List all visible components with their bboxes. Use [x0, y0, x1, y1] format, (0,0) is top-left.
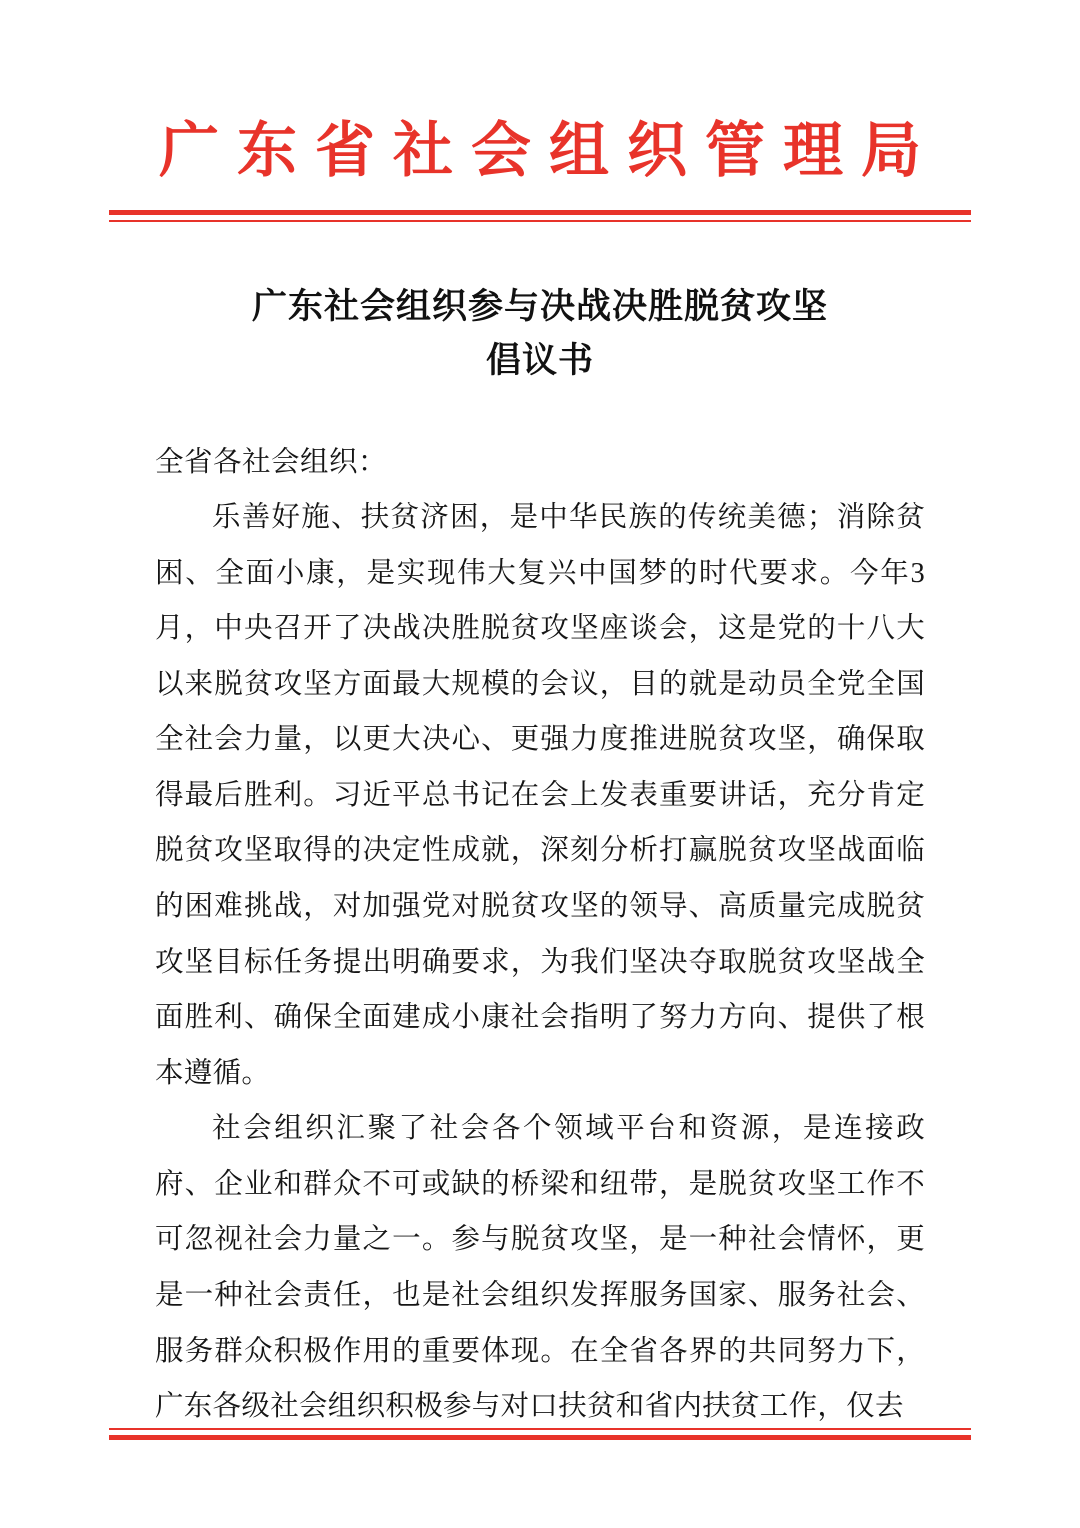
document-body [155, 389, 925, 1435]
salutation: 全省各社会组织： [155, 446, 388, 478]
body-paragraph-2: 社会组织汇聚了社会各个领域平台和资源，是连接政府、企业和群众不可或缺的桥梁和纽带，是脱贫攻坚工作不可忽视社会力量之一。参与脱贫攻坚，是一种社会情怀，更是一种社会责任，也是社会组织发挥服务国家、服务社会、服务群众积极作用的重要体现。在全省各界的共同努力下，广东各级社会组织积极参与对口扶贫和省内扶贫工作，仅去 [155, 1113, 925, 1423]
body-paragraph-1: 乐善好施、扶贫济困，是中华民族的传统美德；消除贫困、全面小康，是实现伟大复兴中国梦的时代要求。今年3月，中央召开了决战决胜脱贫攻坚座谈会，这是党的十八大以来脱贫攻坚方面最大规模的会议，目的就是动员全党全国全社会力量，以更大决心、更强力度推进脱贫攻坚，确保取得最后胜利。习近平总书记在会上发表重要讲话，充分肯定脱贫攻坚取得的决定性成就，深刻分析打赢脱贫攻坚战面临的困难挑战，对加强党对脱贫攻坚的领导、高质量完成脱贫攻坚目标任务提出明确要求，为我们坚决夺取脱贫攻坚战全面胜利、确保全面建成小康社会指明了努力方向、提供了根本遵循。 [155, 502, 925, 1089]
document-title-line-2: 倡议书 [485, 341, 594, 381]
letterhead [0, 0, 1080, 222]
footer-thin-line [109, 1428, 971, 1430]
document-title [0, 280, 1080, 389]
footer-divider [109, 1428, 971, 1440]
document-title-line-1: 广东社会组织参与决战决胜脱贫攻坚 [251, 287, 828, 326]
divider-thin-line [109, 220, 971, 222]
letterhead-divider [109, 210, 971, 222]
footer-thick-line [109, 1435, 971, 1440]
issuing-organization-title: 广东省社会组织管理局 [159, 118, 939, 184]
